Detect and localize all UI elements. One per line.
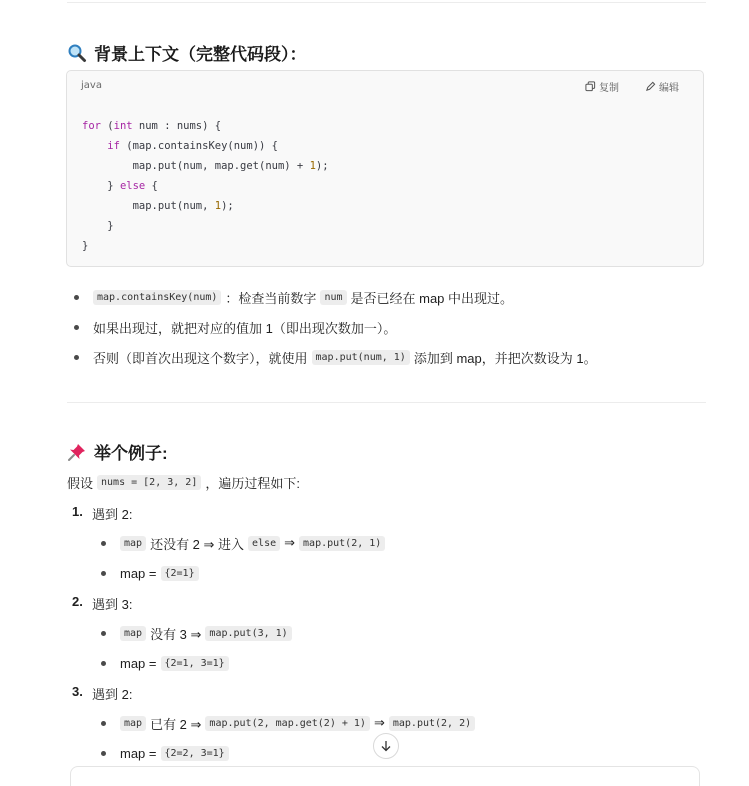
section-title: 背景上下文（完整代码段）： [94, 45, 307, 64]
inline-code: map.put(2, 2) [389, 716, 475, 731]
inline-code: map.put(2, map.get(2) + 1) [205, 716, 370, 731]
inline-code: nums = [2, 3, 2] [97, 475, 201, 490]
list-item [120, 744, 233, 762]
text: 否则（即首次出现这个数字），就使用 [93, 350, 308, 366]
inline-code: map.put(2, 1) [299, 536, 385, 551]
list-item [120, 564, 203, 582]
text: map = [120, 655, 157, 671]
section-title: 举个例子: [94, 444, 168, 463]
copy-label: 复制 [599, 83, 619, 94]
code-language-label: java [81, 80, 102, 91]
list-item [120, 534, 389, 552]
code-block [66, 70, 704, 267]
section-heading-example [67, 439, 168, 464]
text: 已有 2 ⇒ [150, 716, 202, 732]
step-title: 遇到 2: [92, 687, 133, 702]
list-item [93, 288, 597, 306]
step-number: 2. [72, 594, 83, 609]
inline-code: map [120, 626, 146, 641]
text: 添加到 map，并把次数设为 1。 [413, 350, 597, 366]
copy-button[interactable] [585, 79, 619, 94]
explanation-list [93, 288, 597, 366]
code-line: map.put(num, 1); [82, 200, 234, 212]
list-item [120, 654, 233, 672]
step-title: 遇到 3: [92, 597, 133, 612]
code-line: for (int num : nums) { [82, 120, 222, 132]
top-divider [67, 2, 706, 3]
code-line: } [82, 220, 114, 232]
code-line: if (map.containsKey(num)) { [107, 140, 278, 152]
edit-button[interactable] [645, 79, 679, 94]
text: ⇒ [373, 715, 385, 730]
text: ：检查当前数字 [225, 290, 317, 306]
inline-code: map.put(3, 1) [205, 626, 291, 641]
step-number: 1. [72, 504, 83, 519]
text: map = [120, 745, 157, 761]
text: map = [120, 565, 157, 581]
text: 没有 3 ⇒ [150, 626, 202, 642]
list-item [93, 348, 597, 366]
code-content [82, 116, 329, 256]
inline-code: num [320, 290, 346, 305]
text: 是否已经在 map 中出现过。 [350, 290, 514, 306]
scroll-to-bottom-button[interactable] [373, 733, 399, 759]
text: 还没有 2 ⇒ 进入 [150, 536, 245, 552]
step-title: 遇到 2: [92, 507, 133, 522]
bullet-icon [101, 661, 106, 666]
list-item [93, 318, 597, 336]
inline-code: map [120, 536, 146, 551]
pencil-icon [645, 81, 656, 92]
inline-code: {2=1, 3=1} [161, 656, 229, 671]
code-line: map.put(num, map.get(num) + 1); [82, 160, 329, 172]
text: 假设 [67, 475, 94, 491]
arrow-down-icon [380, 740, 392, 752]
list-item [120, 624, 296, 642]
section-heading-context [67, 40, 307, 65]
text: 如果出现过，就把对应的值加 1（即出现次数加一）。 [93, 320, 397, 336]
section-divider [67, 402, 706, 403]
bullet-icon [101, 571, 106, 576]
next-content-card [70, 766, 700, 786]
code-line: } [82, 240, 89, 252]
inline-code: map [120, 716, 146, 731]
bullet-icon [101, 751, 106, 756]
inline-code: map.put(num, 1) [312, 350, 410, 365]
inline-code: {2=2, 3=1} [161, 746, 229, 761]
bullet-icon [101, 721, 106, 726]
code-line: } else { [82, 180, 158, 192]
bullet-icon [74, 325, 79, 330]
inline-code: map.containsKey(num) [93, 290, 221, 305]
step-number: 3. [72, 684, 83, 699]
bullet-icon [101, 541, 106, 546]
text: ⇒ [284, 535, 296, 550]
edit-label: 编辑 [659, 83, 679, 94]
magnifier-icon [67, 43, 87, 63]
inline-code: {2=1} [161, 566, 199, 581]
example-intro [67, 473, 300, 491]
pushpin-icon [67, 442, 87, 462]
list-item [120, 714, 479, 732]
bullet-icon [74, 295, 79, 300]
inline-code: else [248, 536, 280, 551]
copy-icon [585, 81, 596, 92]
bullet-icon [101, 631, 106, 636]
bullet-icon [74, 355, 79, 360]
text: ，遍历过程如下: [205, 475, 300, 491]
